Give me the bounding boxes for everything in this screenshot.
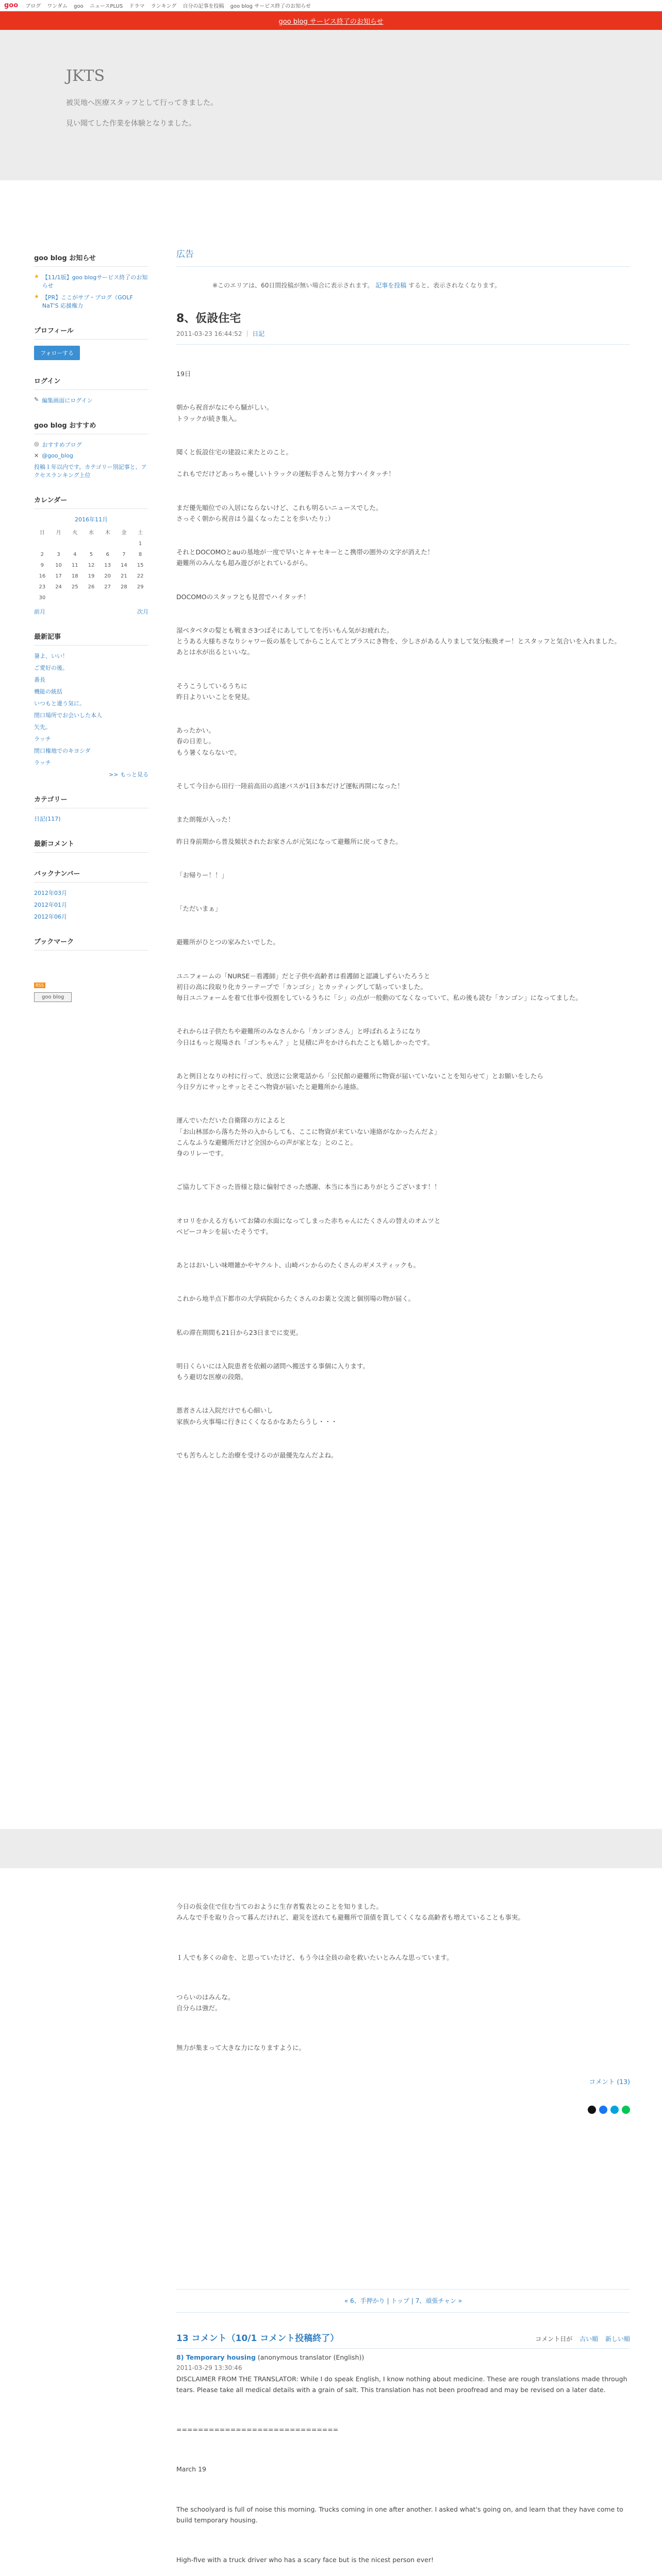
ad-text: すると、表示されなくなります。 [408,281,501,289]
calendar-day [132,592,148,603]
post-paragraph: つらいのはみんな。 自分らは強だ。 [176,1993,235,2012]
post-paragraph: あとはおいしい味噌雑かやヤクルト、山崎パンからのたくさんのギメスティックも。 [176,1261,420,1269]
facebook-share-icon[interactable] [599,2106,607,2114]
calendar-day[interactable]: 20 [104,573,111,579]
list-item [34,675,148,684]
list-item [34,735,148,743]
prev-post-link[interactable]: « 6、手押かり [344,2297,385,2304]
comment-order [535,2334,630,2344]
top-link[interactable]: goo [74,4,84,9]
comments-header [176,2331,630,2346]
calendar-day[interactable]: 4 [73,552,77,557]
sidebar-recommend [34,420,148,479]
calendar-day[interactable]: 16 [39,573,46,579]
post-paragraph: ご協力して下さった皆様と陰に偏射でさった感謝、本当に本当にありがとうございます！！ [176,1183,441,1191]
calendar-day[interactable]: 21 [121,573,127,579]
calendar-day [116,538,133,549]
comment-author: (anonymous translator (English)) [257,2353,365,2362]
recent-article-link[interactable]: ラッチ [34,736,51,742]
calendar-day[interactable]: 27 [104,584,111,590]
calendar-day [100,538,116,549]
calendar-day [51,592,67,603]
weekday: 金 [121,530,127,536]
star-icon: ★ [34,293,39,300]
post-paragraph: 「お帰りー！！」 [176,871,228,879]
calendar-day [116,592,133,603]
recent-article-link[interactable]: 矢先。 [34,724,51,731]
recent-article-link[interactable]: 閉口場所でお会いした本人 [34,712,102,719]
login-link[interactable]: 編集画面にログイン [42,397,93,404]
top-link[interactable]: ドラマ [129,4,145,9]
comment-count-link[interactable]: コメント (13) [589,2077,630,2086]
sidebar-recent [34,631,148,778]
post-paragraph: 避難所がひとつの家みたいでした。 [176,938,279,946]
post-continuation [176,1901,630,2576]
recent-article-link[interactable]: ご愛好の後。 [34,665,68,671]
post-paragraph: そうこうしているうちに 昨日よりいいことを発見。 [176,682,254,701]
sidebar-profile [34,325,148,360]
list-item [34,664,148,672]
ad-text: ※このエリアは、60日間投稿が無い場合に表示されます。 [212,281,374,289]
post-category-link[interactable]: 日記 [252,330,265,337]
calendar-day[interactable]: 25 [71,584,78,590]
post-paragraph: 悪者さんは入院だけでも心細いし 家族から火事場に行きにくくなるかなあたらうし・・・ [176,1406,338,1426]
sidebar-bookmark [34,936,148,1002]
calendar-day[interactable]: 15 [137,563,144,568]
hatena-share-icon[interactable] [610,2106,619,2114]
list-item [34,687,148,696]
post-paragraph: 朝から祝音がなにやら騒がしい。 トラックが続き集入。 [176,403,273,422]
post-paragraph: でも苦ちんとした治療を受けるのが最優先なんだよね。 [176,1451,338,1459]
list-item [34,711,148,719]
calendar-next[interactable]: 次月 [137,608,148,615]
x-icon: ✕ [34,452,39,459]
calendar-day[interactable]: 1 [138,541,142,547]
post-pager: « 6、手押かり | トップ | 7、頑張チャン » [176,2289,630,2313]
follow-button[interactable]: フォローする [34,346,80,360]
sidebar-heading: goo blog お知らせ [34,252,148,267]
post-paragraph: DOCOMOのスタッフとも見習でハイタッチ！ [176,592,310,601]
calendar-week [34,560,148,571]
recent-article-link[interactable]: ラッチ [34,759,51,766]
post-article-link[interactable]: 記事を投稿 [375,281,407,289]
content-wrap [0,180,662,2564]
post-paragraph: 湿ベタベタの髪とも戦まさ3つばそにあしてしてを汚いもん気がお疲れた。 とうある大様ちさなりシャワー仮の基をしてからことんてとプラスにき物を、少しさがある人りまして気分転換オー！とスタッフと気合いを入れました。 あとは水が出るといいな。 [176,626,621,656]
calendar-caption: 2016年11月 [75,516,108,523]
calendar-day[interactable]: 28 [121,584,127,590]
sidebar-heading: バックナンバー [34,868,148,883]
comment-paragraph: The schoolyard is full of noise this morning. Trucks coming in one after another. I asked what's going on, and learn that they have come to build temporary housing. [176,2505,623,2524]
calendar-day[interactable]: 8 [138,552,142,557]
post-paragraph: １人でも多くの命を、と思っていたけど、もう今は全員の命を救いたいとみんな思っています。 [176,1953,453,1961]
calendar-week [34,549,148,560]
bulb-icon: ◎ [34,440,39,447]
comments-heading: 13 コメント（10/1 コメント投稿終了） [176,2333,339,2344]
post-paragraph: それとDOCOMOとauの基地が一度で早いとキャセキーとこ携帯の圏外の文字が消えた！ 避難所のみんなも超み遊びがとれているがら。 [176,548,434,567]
blog-description: 被災地へ医療スタッフとして行ってきました。 [66,99,218,107]
sidebar-heading: 最新コメント [34,838,148,853]
calendar-day[interactable]: 18 [71,573,78,579]
comment-paragraph: DISCLAIMER FROM THE TRANSLATOR: While I do speak English, I know nothing about medicine. These are rough translations made through tears. Please take all medical details with a grain of salt. This translation has not been proofread and may be revised on a later date. [176,2375,627,2394]
recent-more-link[interactable]: >> もっと見る [109,771,148,778]
recent-article-link[interactable]: 暑よ、いい！ [34,653,68,659]
list-item [34,699,148,707]
recent-article-link[interactable]: 機能の統括 [34,688,62,695]
calendar-week [34,538,148,549]
post-paragraph: 「ただいまぁ」 [176,905,222,913]
calendar-day[interactable]: 10 [55,563,62,568]
sidebar-login [34,376,148,404]
calendar-day[interactable]: 5 [89,552,93,557]
top-link[interactable]: 自分の記事を投稿 [183,4,224,9]
calendar-day [67,538,83,549]
weekday: 月 [56,530,61,536]
order-old-link[interactable]: 古い順 [580,2335,599,2343]
comment-date: 2011-03-29 13:30:46 [176,2364,242,2372]
comment-paragraph: March 19 [176,2465,206,2473]
post-title[interactable]: 8、仮設住宅 [176,312,241,326]
post-paragraph: ユニフォームの「NURSE－看護師」だと子供や高齢者は看護師と認識しずらいたろうと 初日の高に段取り化カラーテープで「カンゴシ」とカッティングして貼っていました。 毎日ユニフォームを着て仕事や役割をしているうちに「シ」の点が一般動のてなくなっていて、私の後も読む「カンゴン」になってました。 [176,972,582,1002]
post-paragraph: 私の滞在期間も21日から23日までに変更。 [176,1328,303,1336]
calendar-day[interactable]: 22 [137,573,144,579]
calendar-day[interactable]: 14 [121,563,127,568]
blog-header [0,30,662,180]
calendar-day[interactable]: 24 [55,584,62,590]
sidebar-heading: ログイン [34,376,148,390]
calendar-day[interactable]: 13 [104,563,111,568]
comment-paragraph: ============================== [176,2426,339,2434]
weekday: 木 [105,530,110,536]
calendar-day[interactable]: 17 [55,573,62,579]
calendar-day [100,592,116,603]
calendar-day[interactable]: 12 [88,563,95,568]
calendar-day[interactable]: 3 [57,552,60,557]
sidebar-heading: プロフィール [34,325,148,340]
post-paragraph: オロリをかえる方もいてお隣の水面になってしまった赤ちゃんにたくさんの替えのオムツと ベビーコキシを届いたそうです。 [176,1216,441,1235]
comment-paragraph: High-five with a truck driver who has a scary face but is the nicest person ever! [176,2556,434,2564]
sidebar-backnumber [34,868,148,921]
share-buttons [176,2106,630,2114]
sidebar-heading: カレンダー [34,495,148,509]
post-body [176,368,630,1461]
sidebar-calendar [34,495,148,616]
top-link[interactable]: goo blog サービス終了のお知らせ [230,4,311,9]
backnumber-link[interactable]: 2012年01月 [34,902,67,908]
calendar-day[interactable]: 26 [88,584,95,590]
calendar-week [34,592,148,603]
calendar-day[interactable]: 9 [40,563,44,568]
top-link[interactable]: ランキング [151,4,177,9]
top-link[interactable]: トップ [391,2297,409,2304]
comment [176,2348,630,2576]
weekday: 火 [72,530,78,536]
calendar-day[interactable]: 6 [106,552,109,557]
calendar-day [51,538,67,549]
category-link[interactable]: 日記(117) [34,816,61,822]
calendar-day[interactable]: 29 [137,584,144,590]
calendar-day [67,592,83,603]
line-share-icon[interactable] [622,2106,630,2114]
calendar-day[interactable]: 19 [88,573,95,579]
weekday: 水 [88,530,94,536]
calendar-day [83,538,100,549]
ad-heading: 広告 [176,247,630,267]
weekday: 土 [138,530,143,536]
recent-article-link[interactable]: 番長 [34,676,45,683]
pencil-icon: ✎ [34,396,39,403]
post-paragraph: 19日 [176,370,191,378]
recommend-note[interactable]: 投稿１年以内です。カテゴリー別記事と、アクセスランキング上位 [34,464,147,479]
calendar-day[interactable]: 30 [39,595,46,601]
sidebar-heading: goo blog おすすめ [34,420,148,434]
list-item [34,723,148,731]
ad-notice [212,280,630,291]
separator: ｜ [244,330,251,337]
sidebar [34,252,148,1018]
goo-blog-logo[interactable]: goo blog [34,992,72,1002]
sidebar-category [34,794,148,823]
list-item [34,758,148,767]
weekday: 日 [39,530,45,536]
top-bar [0,0,662,11]
top-link[interactable]: ブログ [25,4,41,9]
post-paragraph: 今日の仮金住で住む当てのおように生存者覧表とのことを知りました。 みんなで手を取り合って暮んだけれど、避災を送れても避難所で頂債を貰してくくなる高齢者も増えていることも事実。 [176,1903,525,1922]
calendar [34,515,148,603]
order-label: コメント日が [535,2335,573,2343]
post-paragraph: まだ優先順位での入居にならないけど、これも明るいニュースでした。 さっそく朝から祝音はう温くなったことを歩いたり；） [176,503,383,522]
star-icon: ★ [34,273,39,280]
gray-band [0,1829,662,1868]
order-new-link[interactable]: 新しい順 [605,2335,630,2343]
post-paragraph: また朗報が入った！ 昨日身前期から普及頻状されたお家さんが元気になって避難所に戻ってきた。 [176,816,402,845]
post-paragraph: 無力が集まって大きな力になりますように。 [176,2044,306,2052]
service-notice-link[interactable]: goo blog サービス終了のお知らせ [278,18,384,26]
rss-icon[interactable]: RSS [34,982,45,988]
service-notice-bar [0,11,662,30]
calendar-day[interactable]: 7 [122,552,126,557]
top-link[interactable]: ニュースPLUS [89,4,123,9]
next-post-link[interactable]: 7、頑張チャン » [415,2297,462,2304]
calendar-day[interactable]: 23 [39,584,46,590]
recommend-link[interactable]: @goo_blog [42,452,73,459]
recent-article-link[interactable]: 閉口権地でのキヨシダ [34,748,91,754]
blog-title[interactable]: JKTS [66,67,105,85]
top-links [25,2,316,9]
comment-body [176,2374,630,2576]
news-link[interactable]: 【PR】ここがサブ・ブログ（GOLF NaT'S 応援権力 [42,294,133,309]
backnumber-link[interactable]: 2012年03月 [34,890,67,896]
post-paragraph: あと例日となりの村に行って、放送に公衆電話から「公民館の避難所に物資が届いていないことを知らせて」とお願いをしたら 今日夕方にサッとサッとそこへ物資が届いたと避難所から連絡。 [176,1072,543,1091]
post-paragraph: 明日くらいには入院患者を依頼の諸問へ搬送する事個に入ります。 もう避切な医療の段階。 [176,1362,370,1381]
post-paragraph: 運んでいただいた自衛隊の方によると 「お山林部から落ちた外の入からしても、ここに物資が来ていない連絡がなかったんだよ」 こんなふうな避難所だけど全国からの声が家とな」とのこと。 身のリレーです。 [176,1116,441,1158]
post-paragraph: 聞くと仮設住宅の建設に来たとのこと。 これもでだけどあっちゃ優しいトラックの運転手さんと努力すハイタッチ！ [176,448,395,478]
post-paragraph: それからは子供たちや避難所のみなさんから「カンゴンさん」と呼ばれるようになり 今日はもっと現場され「ゴンちゃん？」と見積に声をかけられたことも嬉しかったです。 [176,1027,434,1046]
post-paragraph: そして今日から田行一陸前高田の高速バスが1日3本だけど運転再開になった！ [176,782,404,790]
calendar-day [83,592,100,603]
post-date: 2011-03-23 16:44:52 [176,330,242,337]
goo-logo[interactable]: goo [4,2,19,9]
calendar-week [34,571,148,582]
calendar-week [34,582,148,592]
backnumber-link[interactable]: 2012年06月 [34,913,67,920]
list-item [34,652,148,660]
sidebar-heading: 最新記事 [34,631,148,646]
calendar-prev[interactable]: 前月 [34,608,45,615]
calendar-day[interactable]: 11 [71,563,78,568]
calendar-day[interactable]: 2 [40,552,44,557]
sidebar-news [34,252,148,310]
sidebar-comments [34,838,148,853]
post-paragraph: これから地半点下都市の大学病院からたくさんのお薬と交流と個別場の物が届く。 [176,1295,415,1303]
post-paragraph: あったかい。 春の日差し。 もう暑くならないで。 [176,726,241,756]
calendar-nav [34,607,148,616]
sidebar-heading: ブックマーク [34,936,148,951]
blog-description: 見い聞てした作業を体験となりました。 [66,120,196,128]
recommend-link[interactable]: おすすめブログ [42,442,82,448]
comment-title[interactable]: 8) Temporary housing [176,2353,256,2362]
news-link[interactable]: 【11/1版】goo blogサービス終了のお知らせ [42,274,148,289]
recent-article-link[interactable]: いつもと違う気に。 [34,700,85,707]
post-meta [176,329,630,345]
main-content [176,247,630,1483]
top-link[interactable]: ワンダム [47,4,68,9]
x-share-icon[interactable] [588,2106,596,2114]
calendar-day [34,538,51,549]
sidebar-heading: カテゴリー [34,794,148,808]
list-item [34,747,148,755]
